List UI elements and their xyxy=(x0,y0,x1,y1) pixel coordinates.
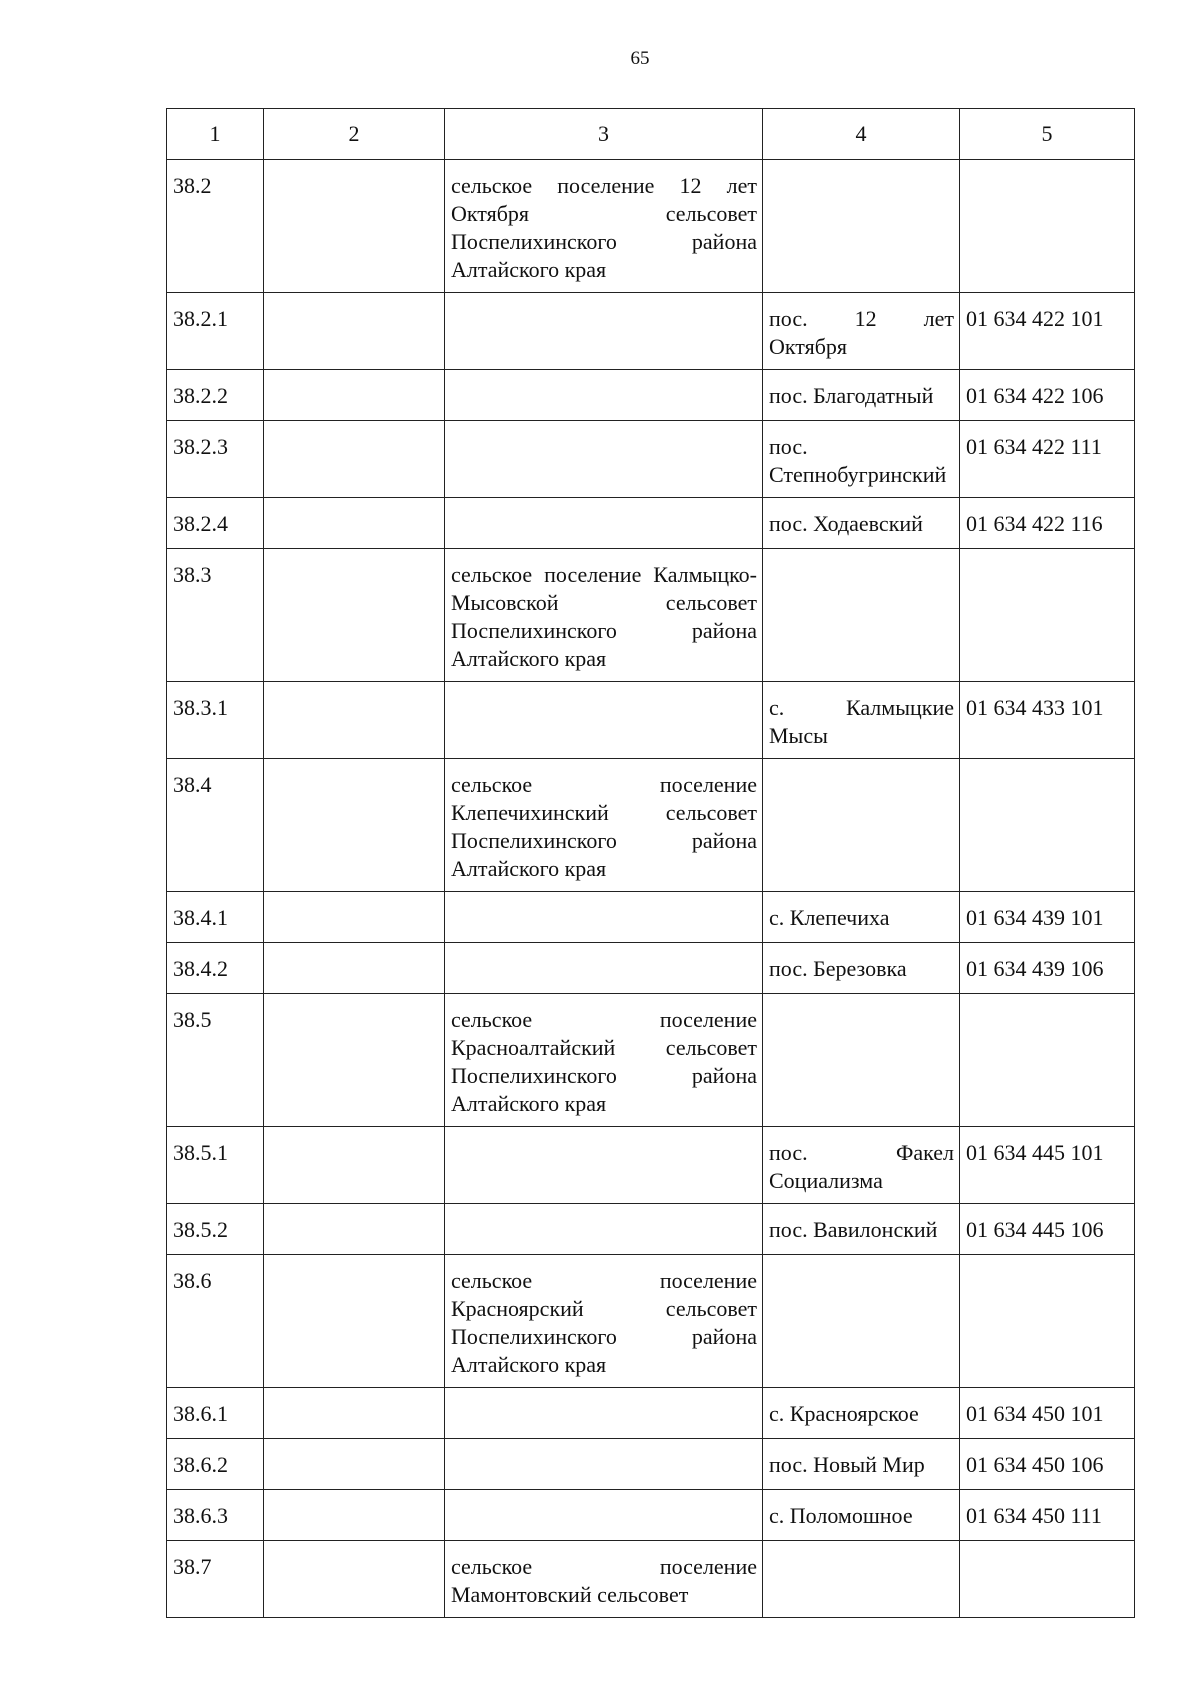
code-cell: 38.6.3 xyxy=(167,1490,264,1541)
municipality-cell xyxy=(445,293,763,370)
column-2-cell xyxy=(264,759,445,892)
municipality-cell xyxy=(445,1127,763,1204)
okato-code-cell: 01 634 422 116 xyxy=(960,498,1135,549)
table-header-row xyxy=(167,109,1135,160)
okato-code-cell xyxy=(960,1255,1135,1388)
table-row xyxy=(167,370,1135,421)
code-cell: 38.3 xyxy=(167,549,264,682)
column-2-cell xyxy=(264,892,445,943)
code-cell: 38.7 xyxy=(167,1541,264,1618)
settlement-cell: пос. Ходаевский xyxy=(763,498,960,549)
settlement-cell: пос. Степнобугринский xyxy=(763,421,960,498)
code-cell: 38.4.2 xyxy=(167,943,264,994)
settlement-cell xyxy=(763,1255,960,1388)
table-row xyxy=(167,1255,1135,1388)
table-row xyxy=(167,293,1135,370)
column-2-cell xyxy=(264,994,445,1127)
okato-code-cell xyxy=(960,994,1135,1127)
okato-code-cell xyxy=(960,549,1135,682)
municipality-cell: сельское поселение Красноалтайский сельсовет Поспелихинского района Алтайского края xyxy=(445,994,763,1127)
settlement-cell xyxy=(763,549,960,682)
settlement-cell: с. Красноярское xyxy=(763,1388,960,1439)
code-cell: 38.5.1 xyxy=(167,1127,264,1204)
column-2-cell xyxy=(264,498,445,549)
okato-code-cell: 01 634 450 101 xyxy=(960,1388,1135,1439)
settlement-cell xyxy=(763,160,960,293)
table-body xyxy=(167,160,1135,1618)
code-cell: 38.6 xyxy=(167,1255,264,1388)
settlement-cell: пос. Факел Социализма xyxy=(763,1127,960,1204)
code-cell: 38.6.2 xyxy=(167,1439,264,1490)
municipality-cell xyxy=(445,682,763,759)
municipality-cell xyxy=(445,421,763,498)
column-2-cell xyxy=(264,421,445,498)
column-2-cell xyxy=(264,549,445,682)
municipality-cell: сельское поселение Клепечихинский сельсовет Поспелихинского района Алтайского края xyxy=(445,759,763,892)
table-row xyxy=(167,1388,1135,1439)
municipality-cell xyxy=(445,1490,763,1541)
table-row xyxy=(167,1204,1135,1255)
table-row xyxy=(167,549,1135,682)
table-row xyxy=(167,421,1135,498)
code-cell: 38.4.1 xyxy=(167,892,264,943)
okato-code-cell: 01 634 439 101 xyxy=(960,892,1135,943)
municipality-cell: сельское поселение Мамонтовский сельсовет xyxy=(445,1541,763,1618)
code-cell: 38.6.1 xyxy=(167,1388,264,1439)
code-cell: 38.2 xyxy=(167,160,264,293)
column-2-cell xyxy=(264,943,445,994)
column-2-cell xyxy=(264,1490,445,1541)
table-row xyxy=(167,759,1135,892)
table-row xyxy=(167,1127,1135,1204)
table-row xyxy=(167,1490,1135,1541)
column-2-cell xyxy=(264,1204,445,1255)
code-cell: 38.2.2 xyxy=(167,370,264,421)
okato-code-cell: 01 634 422 106 xyxy=(960,370,1135,421)
registry-table xyxy=(166,108,1135,1618)
code-cell: 38.4 xyxy=(167,759,264,892)
settlement-cell: пос. 12 лет Октября xyxy=(763,293,960,370)
municipality-cell xyxy=(445,1388,763,1439)
municipality-cell: сельское поселение 12 лет Октября сельсовет Поспелихинского района Алтайского края xyxy=(445,160,763,293)
column-2-cell xyxy=(264,1255,445,1388)
column-header-4: 4 xyxy=(763,109,960,160)
table-row xyxy=(167,682,1135,759)
table-row xyxy=(167,1439,1135,1490)
table-row xyxy=(167,160,1135,293)
code-cell: 38.2.3 xyxy=(167,421,264,498)
settlement-cell: с. Клепечиха xyxy=(763,892,960,943)
okato-code-cell: 01 634 422 111 xyxy=(960,421,1135,498)
okato-code-cell: 01 634 439 106 xyxy=(960,943,1135,994)
code-cell: 38.2.4 xyxy=(167,498,264,549)
municipality-cell xyxy=(445,1204,763,1255)
table-row xyxy=(167,892,1135,943)
okato-code-cell xyxy=(960,1541,1135,1618)
code-cell: 38.5.2 xyxy=(167,1204,264,1255)
okato-code-cell: 01 634 445 101 xyxy=(960,1127,1135,1204)
column-2-cell xyxy=(264,1127,445,1204)
column-header-3: 3 xyxy=(445,109,763,160)
column-2-cell xyxy=(264,1439,445,1490)
code-cell: 38.5 xyxy=(167,994,264,1127)
page-number: 65 xyxy=(630,48,650,69)
column-2-cell xyxy=(264,1388,445,1439)
code-cell: 38.3.1 xyxy=(167,682,264,759)
column-2-cell xyxy=(264,160,445,293)
settlement-cell: с. Калмыцкие Мысы xyxy=(763,682,960,759)
table-row xyxy=(167,498,1135,549)
municipality-cell xyxy=(445,1439,763,1490)
okato-code-cell: 01 634 422 101 xyxy=(960,293,1135,370)
okato-code-cell xyxy=(960,160,1135,293)
settlement-cell: пос. Благодатный xyxy=(763,370,960,421)
municipality-cell xyxy=(445,498,763,549)
table-row xyxy=(167,1541,1135,1618)
municipality-cell xyxy=(445,943,763,994)
settlement-cell xyxy=(763,759,960,892)
settlement-cell: пос. Новый Мир xyxy=(763,1439,960,1490)
settlement-cell: с. Поломошное xyxy=(763,1490,960,1541)
settlement-cell: пос. Березовка xyxy=(763,943,960,994)
okato-code-cell: 01 634 445 106 xyxy=(960,1204,1135,1255)
okato-code-cell: 01 634 450 106 xyxy=(960,1439,1135,1490)
table-row xyxy=(167,994,1135,1127)
table-row xyxy=(167,943,1135,994)
column-header-1: 1 xyxy=(167,109,264,160)
settlement-cell xyxy=(763,1541,960,1618)
column-2-cell xyxy=(264,682,445,759)
column-2-cell xyxy=(264,1541,445,1618)
municipality-cell xyxy=(445,892,763,943)
municipality-cell xyxy=(445,370,763,421)
municipality-cell: сельское поселение Калмыцко-Мысовской сельсовет Поспелихинского района Алтайского края xyxy=(445,549,763,682)
column-header-2: 2 xyxy=(264,109,445,160)
settlement-cell: пос. Вавилонский xyxy=(763,1204,960,1255)
column-header-5: 5 xyxy=(960,109,1135,160)
okato-code-cell: 01 634 450 111 xyxy=(960,1490,1135,1541)
okato-code-cell: 01 634 433 101 xyxy=(960,682,1135,759)
column-2-cell xyxy=(264,370,445,421)
code-cell: 38.2.1 xyxy=(167,293,264,370)
column-2-cell xyxy=(264,293,445,370)
settlement-cell xyxy=(763,994,960,1127)
municipality-cell: сельское поселение Красноярский сельсовет Поспелихинского района Алтайского края xyxy=(445,1255,763,1388)
okato-code-cell xyxy=(960,759,1135,892)
